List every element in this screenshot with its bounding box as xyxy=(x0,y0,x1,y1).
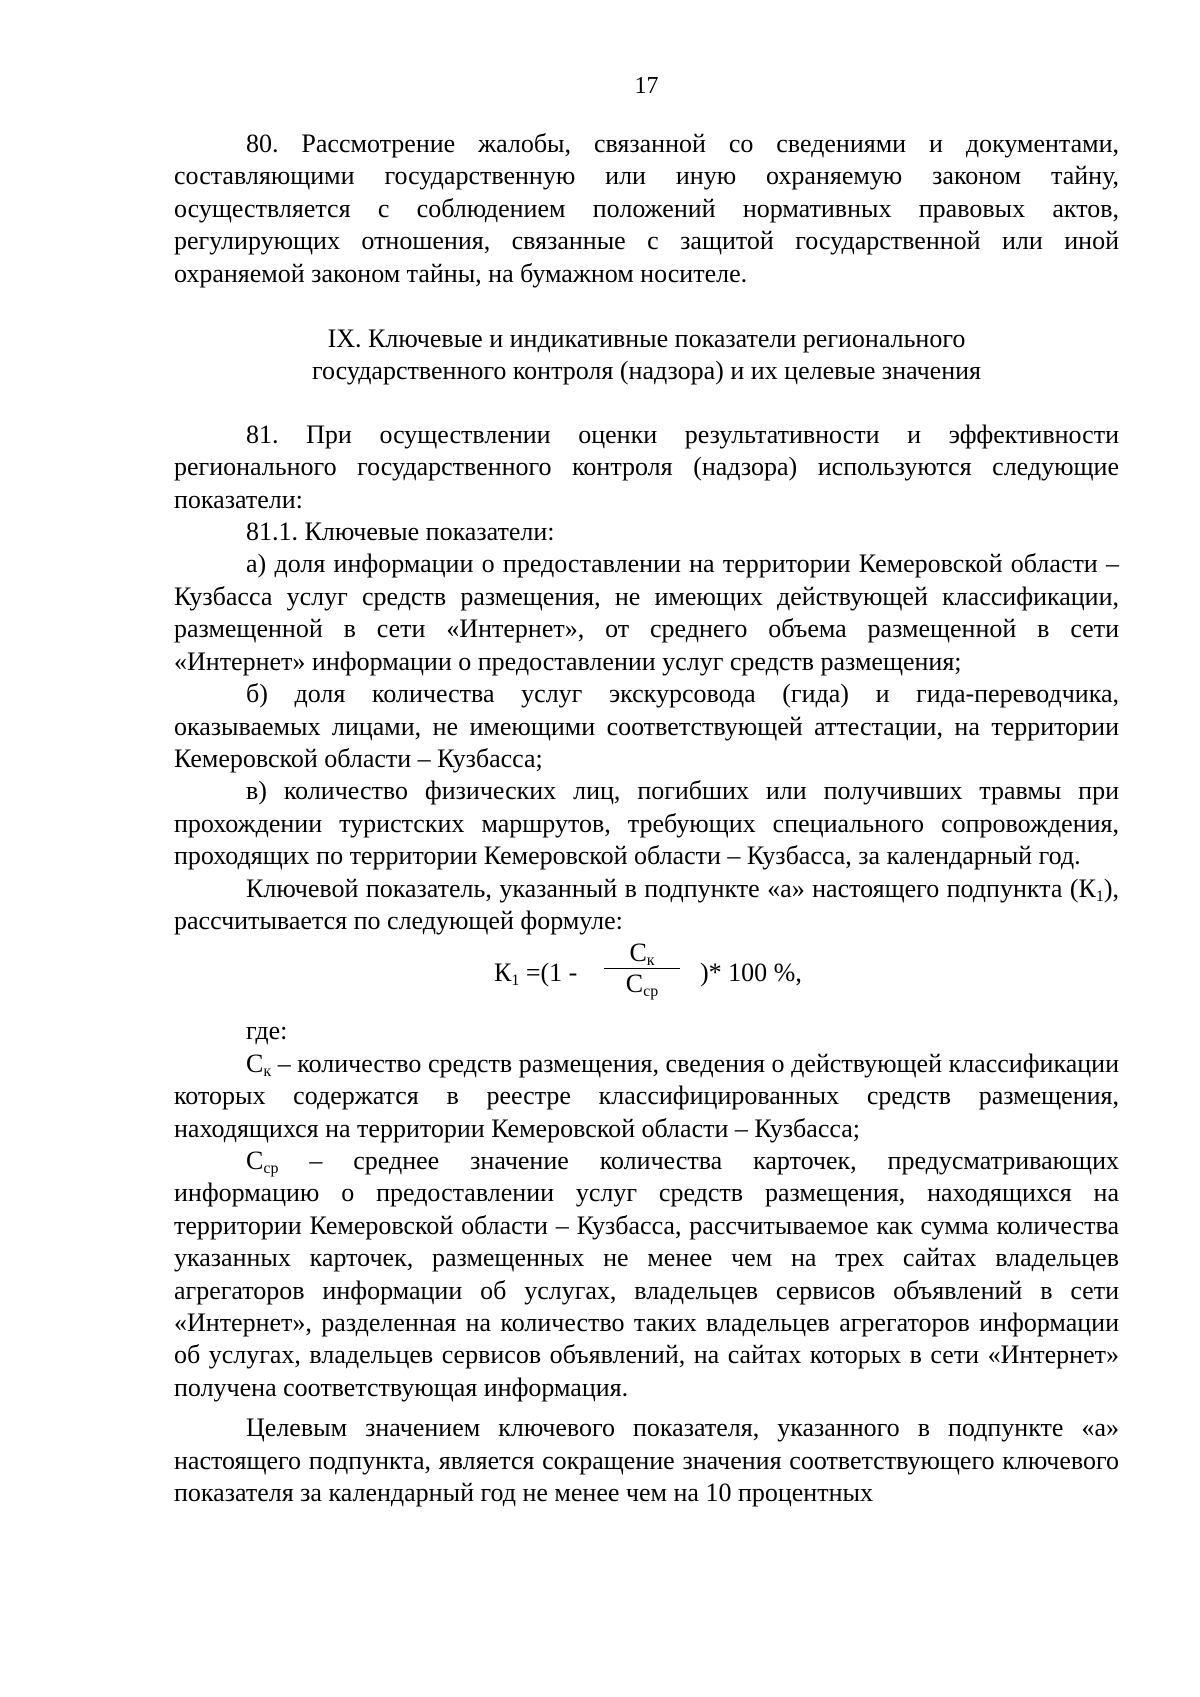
formula-intro: Ключевой показатель, указанный в подпункте «а» настоящего подпункта $(К_1)$, рассчитывается по следующей формуле: xyxy=(174,873,1119,935)
formula-lhs: $К_1 =(1$ - xyxy=(494,958,578,990)
definition-csr: $С_{ср}$ – среднее значение количества карточек, предусматривающих информацию о предоставлении услуг средств размещения, находящихся на территории Кемеровской области – Кузбасса, рассчитываемое как сумма количества указанных карточек, размещенных не менее чем на трех сайтах владельцев агрегаторов информации об услугах, владельцев сервисов объявлений в сети «Интернет», разделенная на количество таких владельцев агрегаторов информации об услугах, владельцев сервисов объявлений, на сайтах которых в сети «Интернет» получена соответствующая информация. xyxy=(174,1145,1119,1402)
formula-fraction xyxy=(604,939,680,999)
definition-ck: $С_к$ – количество средств размещения, сведения о действующей классификации которых содержатся в реестре классифицированных средств размещения, находящихся на территории Кемеровской области – Кузбасса; xyxy=(174,1048,1119,1143)
paragraph-81-1: 81.1. Ключевые показатели: xyxy=(246,517,555,547)
formula-block xyxy=(174,939,1119,1007)
section-heading-line-1: IX. Ключевые и индикативные показатели регионального xyxy=(327,324,966,354)
formula-denominator: $С_{ср}$ xyxy=(625,969,659,1001)
list-item-v: в) количество физических лиц, погибших или получивших травмы при прохождении туристских маршрутов, требующих специального сопровождения, проходящих по территории Кемеровской области – Кузбасса, за календарный год. xyxy=(174,776,1119,871)
section-heading-line-2: государственного контроля (надзора) и их целевые значения xyxy=(311,356,982,386)
section-heading xyxy=(174,323,1119,388)
page-number: 17 xyxy=(634,73,659,99)
list-item-a: а) доля информации о предоставлении на территории Кемеровской области – Кузбасса услуг средств размещения, не имеющих действующей классификации, размещенной в сети «Интернет», от среднего объема размещенной в сети «Интернет» информации о предоставлении услуг средств размещения; xyxy=(174,549,1119,676)
formula-numerator: $С_к$ xyxy=(604,939,680,969)
document-body xyxy=(174,128,1119,1509)
list-item-b: б) доля количества услуг экскурсовода (гида) и гида-переводчика, оказываемых лицами, не имеющими соответствующей аттестации, на территории Кемеровской области – Кузбасса; xyxy=(174,679,1119,773)
formula-rhs: )* 100 %, xyxy=(700,958,802,988)
paragraph-80: 80. Рассмотрение жалобы, связанной со сведениями и документами, составляющими государственную или иную охраняемую законом тайну, осуществляется с соблюдением положений нормативных правовых актов, регулирующих отношения, связанные с защитой государственной или иной охраняемой законом тайны, на бумажном носителе. xyxy=(174,129,1119,288)
where-label: где: xyxy=(246,1016,288,1046)
paragraph-81: 81. При осуществлении оценки результативности и эффективности регионального государственного контроля (надзора) используются следующие показатели: xyxy=(174,419,1119,514)
final-paragraph: Целевым значением ключевого показателя, указанного в подпункте «а» настоящего подпункта, является сокращение значения соответствующего ключевого показателя за календарный год не менее чем на 10 процентных xyxy=(174,1413,1119,1508)
